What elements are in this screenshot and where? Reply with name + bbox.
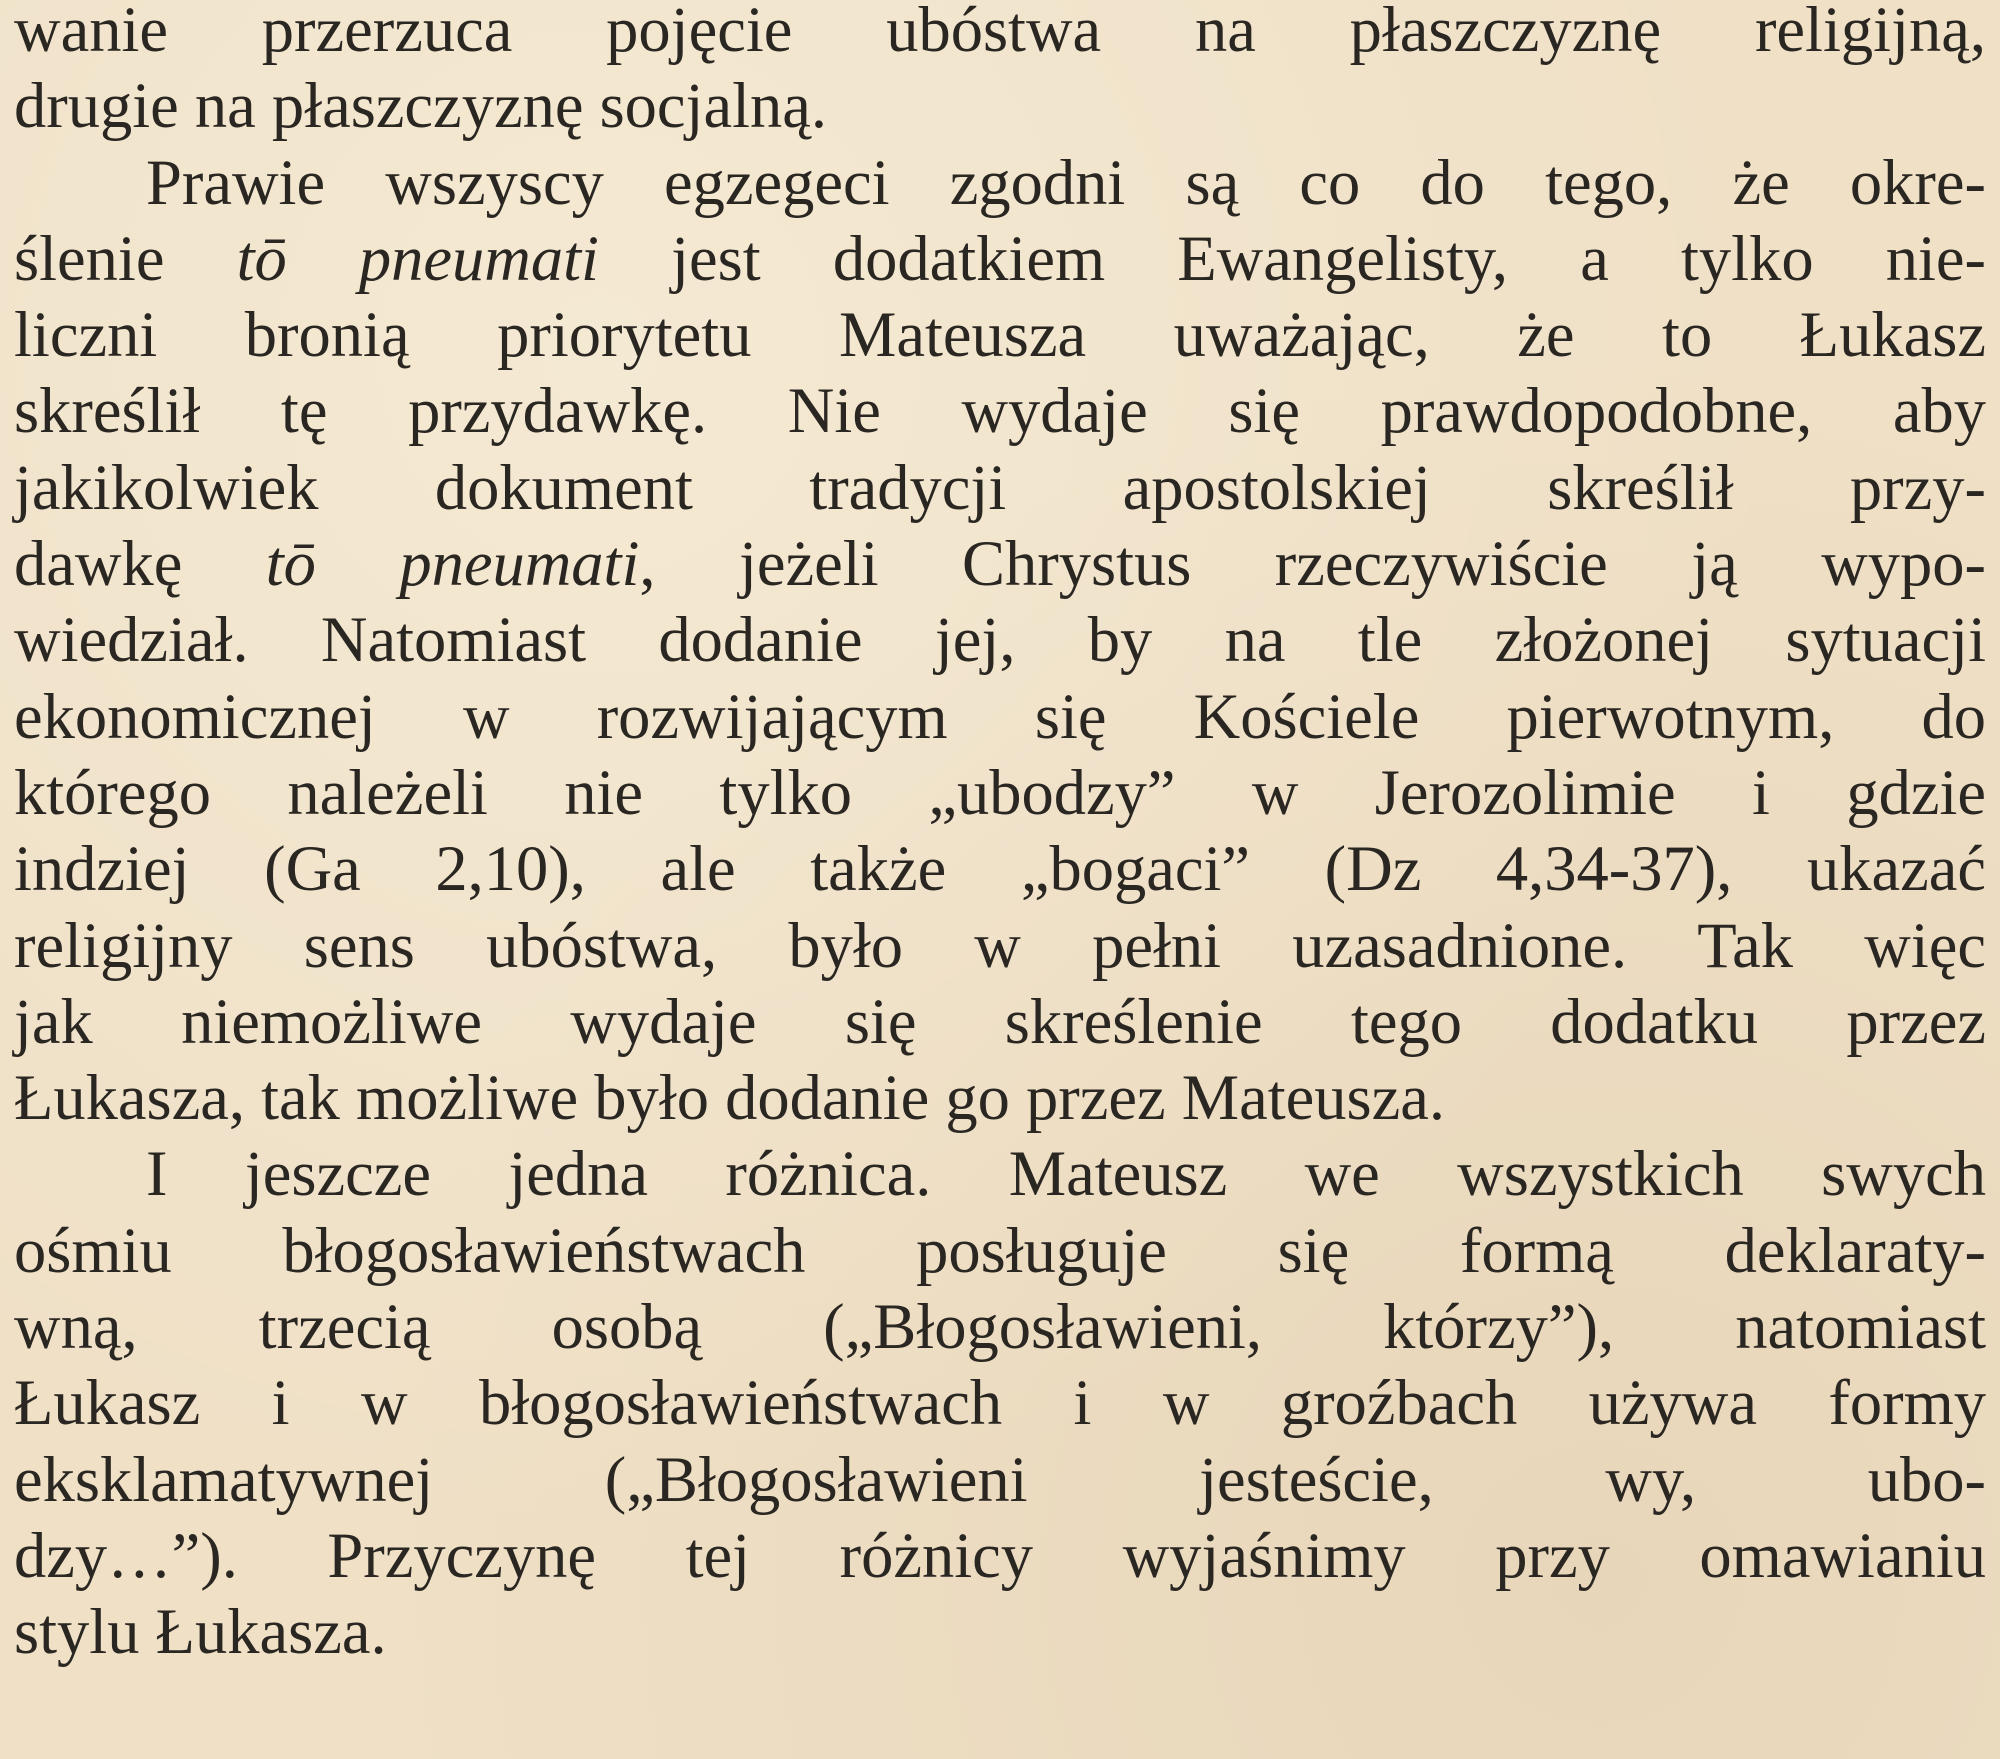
text-segment: stylu Łukasza. bbox=[14, 1596, 387, 1668]
text-segment: dzy…”). Przyczynę tej różnicy wyjaśnimy przy omawianiu bbox=[14, 1519, 1986, 1591]
text-segment: ośmiu błogosławieństwach posługuje się formą deklaraty- bbox=[14, 1214, 1986, 1286]
text-line bbox=[14, 1289, 1986, 1365]
text-segment: jakikolwiek dokument tradycji apostolskiej skreślił przy- bbox=[14, 451, 1986, 523]
text-segment: eksklamatywnej („Błogosławieni jesteście, wy, ubo- bbox=[14, 1443, 1986, 1515]
text-segment: Prawie wszyscy egzegeci zgodni są co do tego, że okre- bbox=[146, 146, 1986, 218]
text-segment: I jeszcze jedna różnica. Mateusz we wszystkich swych bbox=[146, 1138, 1986, 1210]
text-line bbox=[14, 1060, 1986, 1136]
text-segment: wanie przerzuca pojęcie ubóstwa na płaszczyznę religijną, bbox=[14, 0, 1986, 65]
text-segment: , jeżeli Chrystus rzeczywiście ją wypo- bbox=[639, 528, 1987, 600]
text-segment: dawkę bbox=[14, 528, 266, 600]
text-line bbox=[14, 0, 1986, 68]
text-segment: wną, trzecią osobą („Błogosławieni, którzy”), natomiast bbox=[14, 1291, 1986, 1363]
paragraph-start-line bbox=[14, 145, 1986, 221]
text-segment: drugie na płaszczyznę socjalną. bbox=[14, 70, 828, 142]
text-line bbox=[14, 908, 1986, 984]
text-line bbox=[14, 221, 1986, 297]
text-line bbox=[14, 602, 1986, 678]
italic-term: tō pneumati bbox=[236, 222, 599, 294]
paragraph-start-line bbox=[14, 1136, 1986, 1212]
text-line bbox=[14, 831, 1986, 907]
text-line bbox=[14, 1213, 1986, 1289]
text-line bbox=[14, 68, 1986, 144]
text-segment: liczni bronią priorytetu Mateusza uważając, że to Łukasz bbox=[14, 299, 1986, 371]
text-line bbox=[14, 1594, 1986, 1670]
text-line bbox=[14, 450, 1986, 526]
body-text bbox=[14, 0, 1986, 1671]
text-line bbox=[14, 755, 1986, 831]
text-segment: jak niemożliwe wydaje się skreślenie tego dodatku przez bbox=[14, 985, 1986, 1057]
text-line bbox=[14, 1518, 1986, 1594]
text-line bbox=[14, 984, 1986, 1060]
text-segment: Łukasz i w błogosławieństwach i w groźbach używa formy bbox=[14, 1367, 1986, 1439]
text-line bbox=[14, 679, 1986, 755]
text-segment: religijny sens ubóstwa, było w pełni uzasadnione. Tak więc bbox=[14, 909, 1986, 981]
text-segment: indziej (Ga 2,10), ale także „bogaci” (Dz 4,34-37), ukazać bbox=[14, 833, 1986, 905]
text-line bbox=[14, 1442, 1986, 1518]
text-segment: ślenie bbox=[14, 222, 237, 294]
text-segment: ekonomicznej w rozwijającym się Kościele pierwotnym, do bbox=[14, 680, 1986, 752]
text-segment: wiedział. Natomiast dodanie jej, by na tle złożonej sytuacji bbox=[14, 604, 1986, 676]
text-segment: skreślił tę przydawkę. Nie wydaje się prawdopodobne, aby bbox=[14, 375, 1986, 447]
text-line bbox=[14, 297, 1986, 373]
text-line bbox=[14, 526, 1986, 602]
text-segment: Łukasza, tak możliwe było dodanie go przez Mateusza. bbox=[14, 1062, 1445, 1134]
text-line bbox=[14, 373, 1986, 449]
italic-term: tō pneumati bbox=[265, 528, 640, 600]
text-line bbox=[14, 1365, 1986, 1441]
text-segment: jest dodatkiem Ewangelisty, a tylko nie- bbox=[598, 222, 1987, 294]
text-segment: którego należeli nie tylko „ubodzy” w Jerozolimie i gdzie bbox=[14, 756, 1986, 828]
